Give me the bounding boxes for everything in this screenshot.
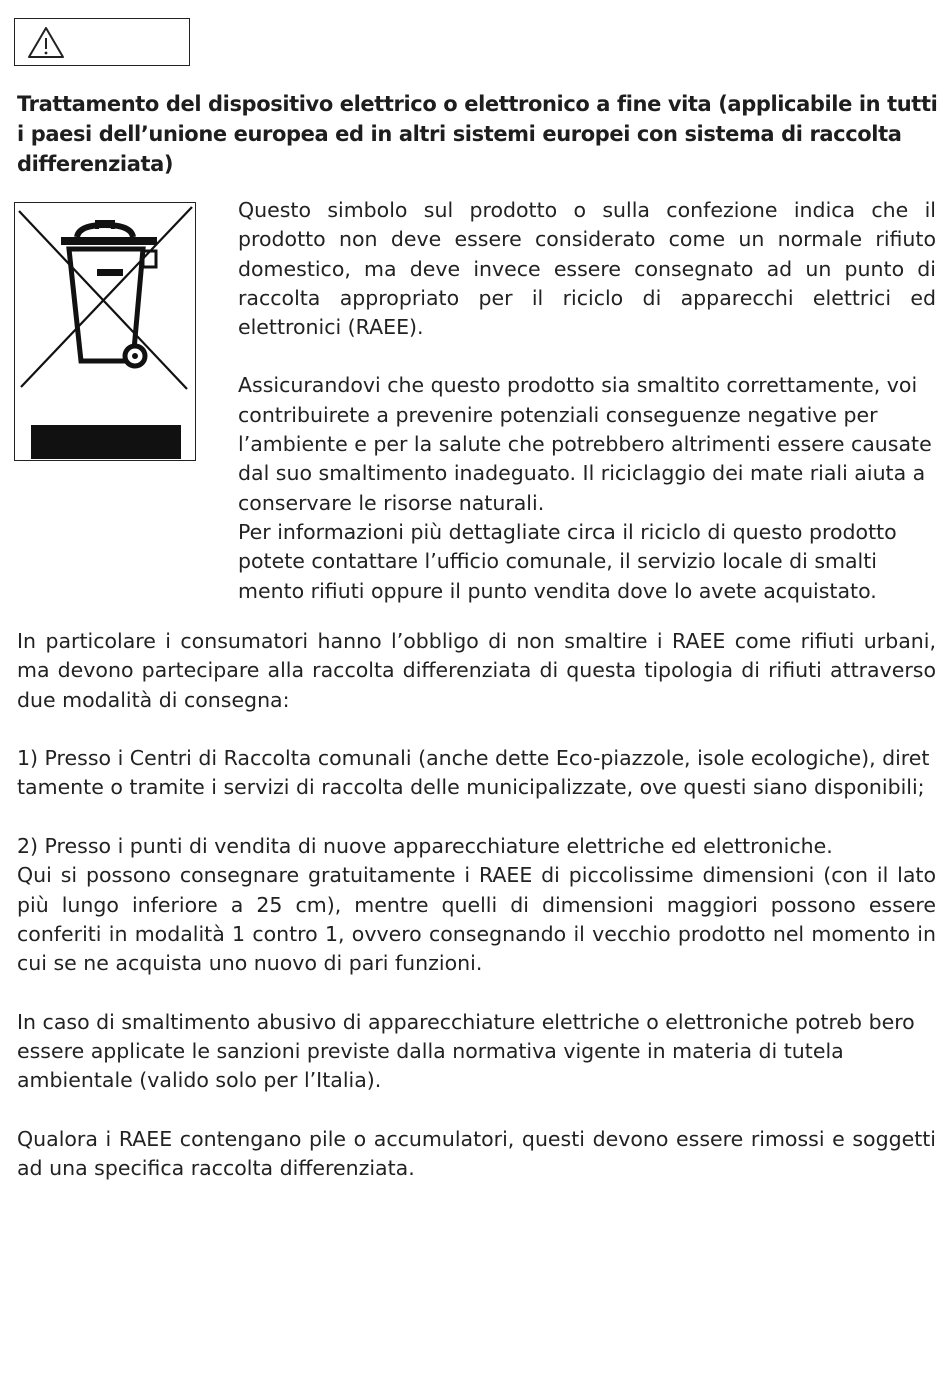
- crossed-out-wheelie-bin-icon: [15, 203, 194, 459]
- paragraph: Per informazioni più dettagliate circa il riciclo di questo prodotto potete contattare l’ufficio comunale, il servizio locale di smalti mento rifiuti oppure il punto vendita dove lo avete acquistato.: [238, 519, 897, 603]
- list-item: 2) Presso i punti di vendita di nuove apparecchiature elettriche ed elettroniche.: [17, 834, 833, 859]
- list-item: 1) Presso i Centri di Raccolta comunali (anche dette Eco-piazzole, isole ecologiche), diret tamente o tramite i servizi di raccolta delle municipalizzate, ove questi siano disponibili;: [17, 746, 930, 800]
- paragraph: In caso di smaltimento abusivo di apparecchiature elettriche o elettroniche potreb bero essere applicate le sanzioni previste dalla normativa vigente in materia di tutela ambientale (valido solo per l’Italia).: [17, 1009, 915, 1093]
- paragraph: In particolare i consumatori hanno l’obbligo di non smaltire i RAEE come rifiuti urbani, ma devono partecipare alla raccolta differenziata di questa tipologia di rifiuti attraverso due modalità di consegna:: [17, 629, 936, 712]
- warning-box: [14, 18, 190, 66]
- paragraph: Qui si possono consegnare gratuitamente i RAEE di piccolissime dimensioni (con il lato più lungo inferiore a 25 cm), mentre quelli di dimensioni maggiori possono essere conferiti in modalità 1 contro 1, ovvero consegnando il vecchio prodotto nel momento in cui se ne acquista uno nuovo di pari funzioni.: [17, 863, 936, 976]
- warning-triangle-icon: [27, 25, 65, 59]
- paragraph: Qualora i RAEE contengano pile o accumulatori, questi devono essere rimossi e soggetti ad una specifica raccolta differenziata.: [17, 1127, 936, 1181]
- paragraph: Assicurandovi che questo prodotto sia smaltito correttamente, voi contribuirete a prevenire potenziali conseguenze negative per l’ambiente e per la salute che potrebbero altrimenti essere causate dal suo smaltimento inadeguato. Il riciclaggio dei mate riali aiuta a conservare le risorse naturali.: [238, 373, 932, 515]
- weee-symbol: [14, 202, 196, 461]
- paragraph: Questo simbolo sul prodotto o sulla confezione indica che il prodotto non deve essere considerato come un normale rifiuto domestico, ma deve invece essere consegnato ad un punto di raccolta appropriato per il riciclo di apparecchi elettrici ed elettronici (RAEE).: [238, 198, 936, 340]
- body-text: [17, 627, 936, 1184]
- symbol-description: [238, 196, 936, 606]
- page-title: Trattamento del dispositivo elettrico o elettronico a fine vita (applicabile in tutti i paesi dell’unione europea ed in altri sistemi europei con sistema di raccolta differenziata): [17, 92, 938, 176]
